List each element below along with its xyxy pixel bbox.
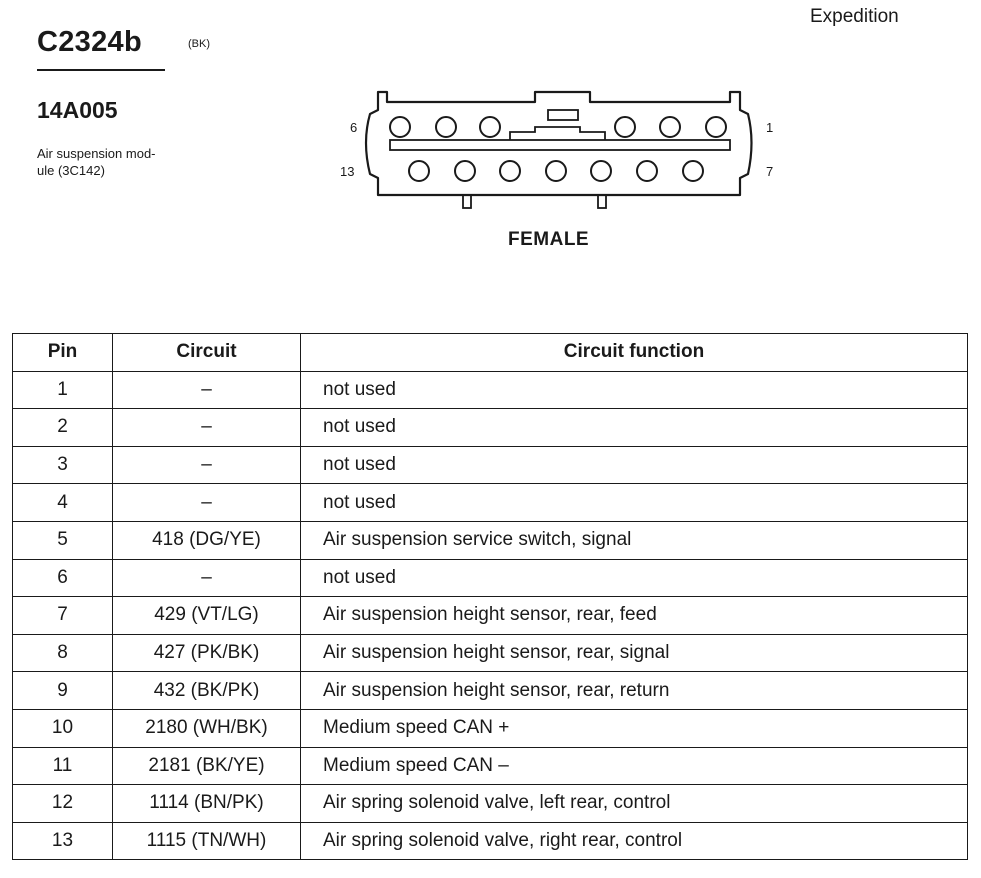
pin-cavity xyxy=(390,117,410,137)
function-cell: not used xyxy=(301,446,968,484)
pin-cavity xyxy=(480,117,500,137)
circuit-cell: 432 (BK/PK) xyxy=(113,672,301,710)
function-cell: Air suspension service switch, signal xyxy=(301,521,968,559)
circuit-cell: – xyxy=(113,371,301,409)
pin-cell: 8 xyxy=(13,634,113,672)
connector-face-diagram xyxy=(330,82,790,217)
locating-post xyxy=(598,195,606,208)
divider-bar xyxy=(390,140,730,150)
pin-cavity xyxy=(436,117,456,137)
circuit-cell: 1115 (TN/WH) xyxy=(113,822,301,860)
pin-label-top-left: 6 xyxy=(350,120,358,135)
pin-cell: 3 xyxy=(13,446,113,484)
circuit-cell: 2181 (BK/YE) xyxy=(113,747,301,785)
table-header-row xyxy=(13,334,968,372)
table-row xyxy=(13,559,968,597)
pin-cavity xyxy=(637,161,657,181)
function-cell: not used xyxy=(301,409,968,447)
color-code: (BK) xyxy=(188,38,210,50)
table-row xyxy=(13,709,968,747)
pin-cavity xyxy=(660,117,680,137)
header-circuit-function: Circuit function xyxy=(301,334,968,372)
locating-post xyxy=(463,195,471,208)
pin-label-bottom-left: 13 xyxy=(340,164,355,179)
header-pin: Pin xyxy=(13,334,113,372)
circuit-cell: – xyxy=(113,409,301,447)
function-cell: not used xyxy=(301,371,968,409)
circuit-cell: – xyxy=(113,559,301,597)
table-body xyxy=(13,371,968,860)
circuit-cell: – xyxy=(113,484,301,522)
circuit-cell: 429 (VT/LG) xyxy=(113,597,301,635)
gender-label: FEMALE xyxy=(508,229,590,250)
function-cell: Air suspension height sensor, rear, feed xyxy=(301,597,968,635)
part-number: 14A005 xyxy=(37,97,118,123)
pin-cell: 12 xyxy=(13,785,113,823)
table-row xyxy=(13,484,968,522)
function-cell: not used xyxy=(301,484,968,522)
function-cell: Air suspension height sensor, rear, return xyxy=(301,672,968,710)
circuit-cell: 1114 (BN/PK) xyxy=(113,785,301,823)
table-row xyxy=(13,521,968,559)
connector-id: C2324b xyxy=(37,26,142,58)
pin-cell: 9 xyxy=(13,672,113,710)
table-row xyxy=(13,785,968,823)
circuit-cell: – xyxy=(113,446,301,484)
pin-cell: 6 xyxy=(13,559,113,597)
circuit-cell: 427 (PK/BK) xyxy=(113,634,301,672)
pin-cavity xyxy=(409,161,429,181)
pin-cavity xyxy=(455,161,475,181)
pin-cell: 13 xyxy=(13,822,113,860)
table-row xyxy=(13,597,968,635)
pin-cell: 1 xyxy=(13,371,113,409)
pin-label-bottom-right: 7 xyxy=(766,164,774,179)
pin-cavity xyxy=(683,161,703,181)
pin-cell: 10 xyxy=(13,709,113,747)
vehicle-label: Expedition xyxy=(810,6,899,27)
function-cell: Medium speed CAN + xyxy=(301,709,968,747)
function-cell: not used xyxy=(301,559,968,597)
header-circuit: Circuit xyxy=(113,334,301,372)
pin-cavity xyxy=(546,161,566,181)
table-row xyxy=(13,446,968,484)
pin-cell: 5 xyxy=(13,521,113,559)
circuit-cell: 418 (DG/YE) xyxy=(113,521,301,559)
latch-tab xyxy=(548,110,578,120)
pin-cell: 2 xyxy=(13,409,113,447)
bottom-row-cavities xyxy=(409,161,703,181)
pin-cavity xyxy=(706,117,726,137)
table-row xyxy=(13,822,968,860)
keying-rail xyxy=(510,127,605,140)
table-row xyxy=(13,672,968,710)
table-row xyxy=(13,747,968,785)
pin-cell: 11 xyxy=(13,747,113,785)
connector-id-underline xyxy=(37,69,165,71)
function-cell: Medium speed CAN – xyxy=(301,747,968,785)
pin-cell: 7 xyxy=(13,597,113,635)
function-cell: Air spring solenoid valve, left rear, control xyxy=(301,785,968,823)
pin-cavity xyxy=(591,161,611,181)
function-cell: Air spring solenoid valve, right rear, control xyxy=(301,822,968,860)
pin-cell: 4 xyxy=(13,484,113,522)
table-row xyxy=(13,371,968,409)
pin-label-top-right: 1 xyxy=(766,120,774,135)
pin-cavity xyxy=(615,117,635,137)
table-row xyxy=(13,409,968,447)
pin-cavity xyxy=(500,161,520,181)
pinout-table xyxy=(12,333,968,860)
module-description: Air suspension mod- ule (3C142) xyxy=(37,146,156,178)
table-row xyxy=(13,634,968,672)
circuit-cell: 2180 (WH/BK) xyxy=(113,709,301,747)
function-cell: Air suspension height sensor, rear, signal xyxy=(301,634,968,672)
